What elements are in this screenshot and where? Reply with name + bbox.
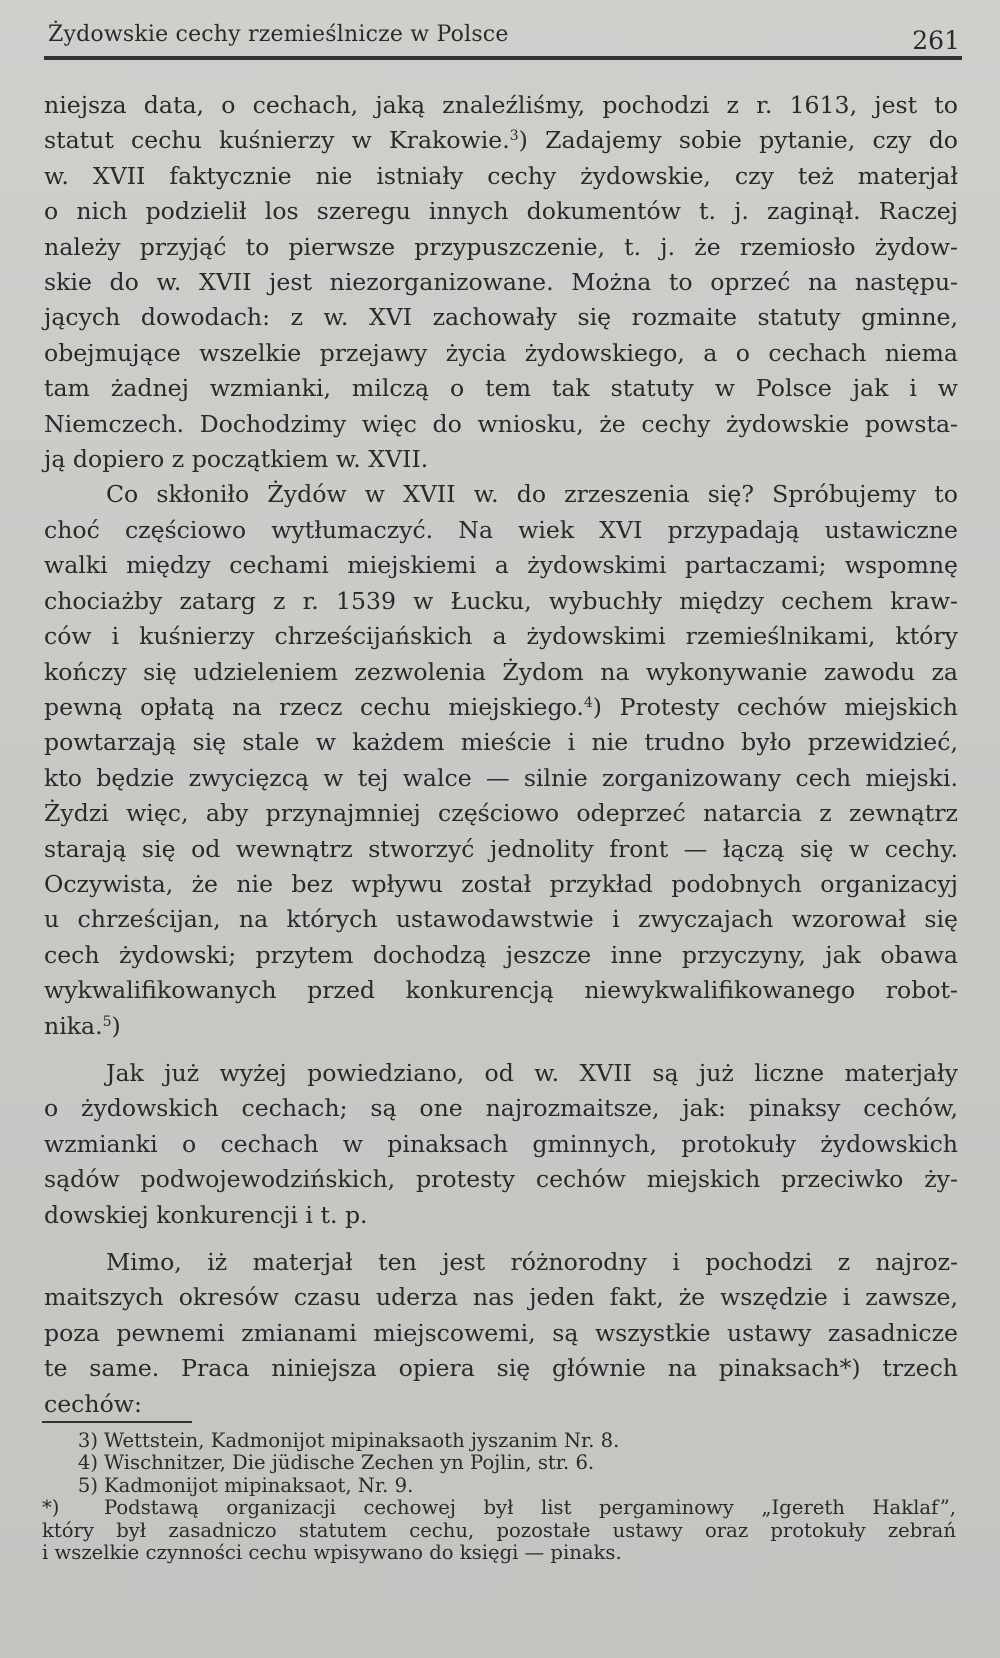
- footnote-ref[interactable]: 5: [102, 1013, 112, 1030]
- text-line: Oczywista, że nie bez wpływu został przykład podobnych organizacyj: [44, 869, 958, 898]
- running-title: Żydowskie cechy rzemieślnicze w Polsce: [48, 22, 509, 47]
- text-line: Żydzi więc, aby przynajmniej częściowo odeprzeć natarcia z zewnątrz: [44, 799, 958, 828]
- text-line: o żydowskich cechach; są one najrozmaitsze, jak: pinaksy cechów,: [44, 1094, 958, 1123]
- footnote-5: 5) Kadmonijot mipinaksaot, Nr. 9.: [77, 1473, 414, 1497]
- text-line: te same. Praca niniejsza opiera się głównie na pinaksach*) trzech: [44, 1354, 958, 1383]
- text-line: należy przyjąć to pierwsze przypuszczenie, t. j. że rzemiosło żydow-: [44, 232, 958, 261]
- text-line: u chrześcijan, na których ustawodawstwie i zwyczajach wzorował się: [44, 905, 958, 934]
- text-line: jących dowodach: z w. XVI zachowały się rozmaite statuty gminne,: [44, 303, 958, 332]
- text-line: sądów podwojewodzińskich, protesty cechów miejskich przeciwko ży-: [44, 1165, 958, 1194]
- footnote-3: 3) Wettstein, Kadmonijot mipinaksaoth jyszanim Nr. 8.: [77, 1429, 620, 1452]
- text-line: walki między cechami miejskiemi a żydowskimi partaczami; wspomnę: [44, 551, 958, 580]
- text-line: cech żydowski; przytem dochodzą jeszcze inne przyczyny, jak obawa: [44, 940, 958, 969]
- text-line: Mimo, iż materjał ten jest różnorodny i pochodzi z najroz-: [106, 1248, 958, 1276]
- footnote-ref[interactable]: 3: [509, 128, 519, 145]
- footnote-star-continued: i wszelkie czynności cechu wpisywano do księgi — pinaks.: [42, 1541, 622, 1565]
- text-line: niejsza data, o cechach, jaką znaleźliśmy, pochodzi z r. 1613, jest to: [44, 91, 958, 119]
- footnote-star: *) Podstawą organizacji cechowej był list pergaminowy „Igereth Haklaf”,: [42, 1496, 956, 1520]
- footnotes: [42, 1430, 956, 1564]
- text-line: wzmianki o cechach w pinaksach gminnych, protokuły żydowskich: [44, 1129, 958, 1158]
- text-line: skie do w. XVII jest niezorganizowane. Można to oprzeć na następu-: [44, 268, 958, 297]
- text-line: o nich podzielił los szeregu innych dokumentów t. j. zaginął. Raczej: [44, 197, 958, 226]
- page-number: 261: [912, 26, 960, 55]
- text-line: kto będzie zwycięzcą w tej walce — silnie zorganizowany cech miejski.: [44, 763, 958, 792]
- text-line: choć częściowo wytłumaczyć. Na wiek XVI przypadają ustawiczne: [44, 515, 958, 544]
- text-line: ców i kuśnierzy chrześcijańskich a żydowskimi rzemieślnikami, który: [44, 622, 958, 651]
- text-line: kończy się udzieleniem zezwolenia Żydom na wykonywanie zawodu za: [44, 657, 958, 686]
- text-line: starają się od wewnątrz stworzyć jednolity front — łączą się w cechy.: [44, 834, 958, 863]
- text-line: cechów:: [44, 1389, 142, 1418]
- text-line: Jak już wyżej powiedziano, od w. XVII są już liczne materjały: [106, 1058, 958, 1087]
- text-line: chociażby zatarg z r. 1539 w Łucku, wybuchły między cechem kraw-: [44, 586, 958, 615]
- footnote-star-continued: który był zasadniczo statutem cechu, pozostałe ustawy oraz protokuły zebrań: [42, 1518, 956, 1542]
- text-line: Co skłoniło Żydów w XVII w. do zrzeszenia się? Spróbujemy to: [106, 480, 958, 509]
- footnote-rule: [42, 1421, 192, 1423]
- text-line: poza pewnemi zmianami miejscowemi, są wszystkie ustawy zasadnicze: [44, 1318, 958, 1347]
- text-line: pewną opłatą na rzecz cechu miejskiego.$^4$) Protesty cechów miejskich: [44, 692, 958, 721]
- text-line: tam żadnej wzmianki, milczą o tem tak statuty w Polsce jak i w: [44, 374, 958, 403]
- text-line: dowskiej konkurencji i t. p.: [44, 1200, 368, 1229]
- text-line: statut cechu kuśnierzy w Krakowie.$^3$) Zadajemy sobie pytanie, czy do: [44, 126, 959, 155]
- text-line: w. XVII faktycznie nie istniały cechy żydowskie, czy też materjał: [44, 161, 958, 190]
- text-line: ją dopiero z początkiem w. XVII.: [44, 445, 429, 474]
- header-rule: [44, 56, 962, 60]
- text-line: wykwalifikowanych przed konkurencją niewykwalifikowanego robot-: [44, 976, 958, 1005]
- text-line: obejmujące wszelkie przejawy życia żydowskiego, a o cechach niema: [44, 338, 958, 367]
- text-line: powtarzają się stale w każdem mieście i nie trudno było przewidzieć,: [44, 728, 958, 757]
- text-line: nika.$^5$): [44, 1011, 121, 1040]
- text-line: maitszych okresów czasu uderza nas jeden fakt, że wszędzie i zawsze,: [44, 1283, 958, 1312]
- text-line: Niemczech. Dochodzimy więc do wniosku, że cechy żydowskie powsta-: [44, 409, 958, 438]
- main-text: [44, 88, 958, 1422]
- running-head: [48, 22, 960, 56]
- footnote-ref[interactable]: 4: [583, 694, 593, 711]
- footnote-4: 4) Wischnitzer, Die jüdische Zechen yn Pojlin, str. 6.: [77, 1451, 595, 1475]
